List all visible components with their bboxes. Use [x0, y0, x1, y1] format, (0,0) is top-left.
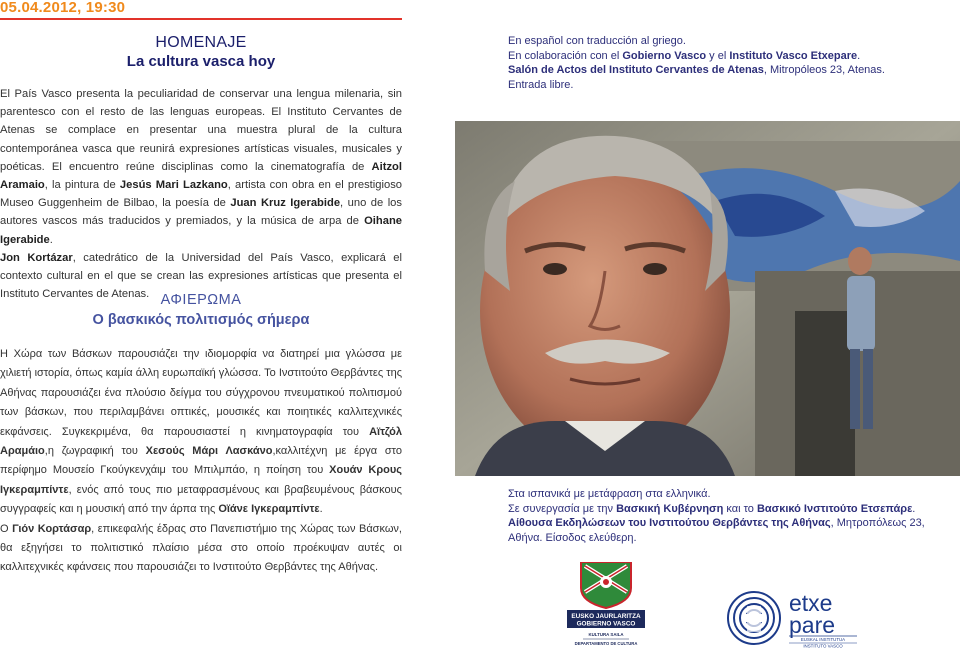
text-run: Entrada libre.	[508, 78, 574, 91]
event-info-spanish	[508, 34, 928, 92]
highlighted-name: Jon Kortázar	[0, 251, 73, 264]
info-line	[508, 531, 928, 546]
text-run: Ο	[0, 522, 13, 535]
highlighted-name: Χουάν Κρους Ιγκεραμπίντε	[0, 464, 402, 496]
info-line	[508, 502, 928, 517]
text-run: , Μητροπόλεως 23,	[830, 517, 925, 530]
text-run: .	[319, 503, 323, 516]
info-line	[508, 63, 928, 78]
text-run: El País Vasco presenta la peculiaridad de conservar una lengua milenaria, sin parentesco con el resto de las lenguas europeas. El Instituto Cervantes de Atenas se complace en presentar una muestra plural de la cultura contemporánea vasca que reunirá expresiones artísticas visuales, musicales y poéticas. El encuentro reúne disciplinas como la cinematografía de	[0, 88, 402, 173]
greek-heading	[0, 292, 402, 328]
text-run: Στα ισπανικά με μετάφραση στα ελληνικά.	[508, 488, 711, 500]
highlighted-name: Αίθουσα Εκδηλώσεων του Ινστιτούτου Θερβάντες της Αθήνας	[508, 517, 831, 530]
gobierno-vasco-logo	[563, 562, 649, 648]
text-run: , artista con obra en el prestigioso Museo Guggenheim de Bilbao, la poesía de	[0, 179, 403, 210]
text-run: y el	[706, 49, 730, 62]
text-run: , uno de los autores vascos más traducidos y premiados, y la música de arpa de	[0, 197, 402, 228]
text-run: .	[857, 49, 861, 62]
greek-subtitle: Ο βασκικός πολιτισμός σήμερα	[92, 312, 310, 328]
text-run: , Mitropóleos 23, Atenas.	[763, 64, 885, 77]
info-line	[508, 49, 928, 64]
etxepare-sub2: INSTITUTO VASCO	[803, 643, 843, 648]
paragraph	[0, 85, 402, 249]
highlighted-name: Αϊτζόλ Αραμάιο	[0, 425, 402, 458]
text-run: .	[912, 502, 916, 515]
gobierno-vasco-logo-icon	[563, 562, 649, 648]
event-datetime: 05.04.2012, 19:30	[0, 0, 126, 16]
etxepare-sub1: EUSKAL INSTITUTUA	[800, 637, 846, 642]
photo-portrait-icon	[455, 121, 960, 476]
info-line	[508, 78, 928, 93]
spanish-body	[0, 85, 402, 303]
highlighted-name: Γιόν Κορτάσαρ	[12, 522, 92, 535]
greek-body	[0, 345, 402, 578]
text-run: ,η ζωγραφική του	[44, 445, 146, 458]
etxepare-logo-icon	[727, 588, 859, 648]
gv-line3: KULTURA SAILA	[588, 632, 624, 637]
highlighted-name: Juan Kruz Igerabide	[230, 197, 341, 210]
text-run: En colaboración con el	[508, 49, 623, 62]
highlighted-name: Οϊάνε Ιγκεραμπίντε	[218, 503, 320, 516]
text-run: En español con traducción al griego.	[508, 35, 686, 47]
text-run: , catedrático de la Universidad del País Vasco, explicará el contexto cultural en el que se crean las expresiones artísticas que presenta el Instituto Cervantes de Atenas.	[0, 251, 402, 301]
text-run: Αθήνα. Είσοδος ελεύθερη.	[508, 531, 637, 544]
etxepare-name-top: etxe	[789, 590, 833, 616]
text-run: Σε συνεργασία με την	[508, 502, 617, 515]
event-info-greek	[508, 487, 928, 545]
paragraph	[0, 345, 402, 520]
gv-line4: DEPARTAMENTO DE CULTURA	[574, 641, 638, 646]
info-line	[508, 516, 928, 531]
highlighted-name: Aitzol Aramaio	[0, 160, 402, 192]
highlighted-name: Jesús Mari Lazkano	[119, 179, 228, 192]
text-run: , επικεφαλής έδρας στο Πανεπιστήμιο της Χώρας των Βάσκων, θα εξηγήσει το πολιτιστικό πλαίσιο μέσα στο οποίο προέκυψαν αυτές οι καλλιτεχνικές κφάνσεις που παρουσιάζει το Ινστιτούτο Θερβάντες της Αθήνας.	[0, 522, 402, 574]
spanish-heading	[0, 34, 402, 70]
gv-line2: GOBIERNO VASCO	[576, 620, 636, 628]
text-run: , ενός από τους πιο μεταφρασμένους και βραβευμένους βάσκους συγγραφείς και η μουσική από την άρπα της	[0, 483, 402, 516]
text-run: Η Χώρα των Βάσκων παρουσιάζει την ιδιομορφία να διατηρεί μια γλώσσα με χιλιετή ιστορία, όπως καμία άλλη ευρωπαϊκή γλώσσα. Το Ινστιτούτο Θερβάντες της Αθήνας παρουσιάζει ένα πλούσιο δείγμα του σύγχρονου πνευματικού πολιτισμού των βάσκων, που περιλαμβάνει οπτικές, μουσικές και ποιητικές καλλιτεχνικές εκφάνσεις. Συγκεκριμένα, θα παρουσιαστεί η κινηματογραφία του	[0, 348, 402, 438]
paragraph	[0, 520, 402, 578]
etxepare-name-bottom: pare	[789, 612, 836, 638]
text-run: , la pintura de	[44, 179, 120, 192]
spanish-title: HOMENAJE	[155, 34, 247, 51]
spanish-subtitle: La cultura vasca hoy	[126, 53, 276, 70]
info-line	[508, 487, 928, 502]
header-divider	[0, 18, 402, 20]
highlighted-name: Salón de Actos del Instituto Cervantes de Atenas	[508, 64, 764, 77]
highlighted-name: Instituto Vasco Etxepare	[729, 49, 858, 62]
highlighted-name: Oihane Igerabide	[0, 215, 402, 246]
highlighted-name: Χεσούς Μάρι Λασκάνο	[145, 445, 273, 458]
text-run: και το	[723, 502, 757, 515]
highlighted-name: Βασκική Κυβέρνηση	[616, 502, 724, 515]
etxepare-logo	[727, 588, 859, 648]
info-line	[508, 34, 928, 49]
text-run: .	[49, 233, 53, 246]
greek-title: ΑΦΙΕΡΩΜΑ	[160, 292, 242, 308]
gv-line1: EUSKO JAURLARITZA	[571, 613, 641, 620]
event-photo	[455, 121, 960, 476]
highlighted-name: Βασκικό Ινστιτούτο Ετσεπάρε	[756, 502, 913, 515]
text-run: ,καλλιτέχνη με έργα στο περίφημο Μουσείο Γκούγκενχάιμ του Μπιλμπάο, η ποίηση του	[0, 445, 402, 477]
highlighted-name: Gobierno Vasco	[622, 49, 707, 62]
